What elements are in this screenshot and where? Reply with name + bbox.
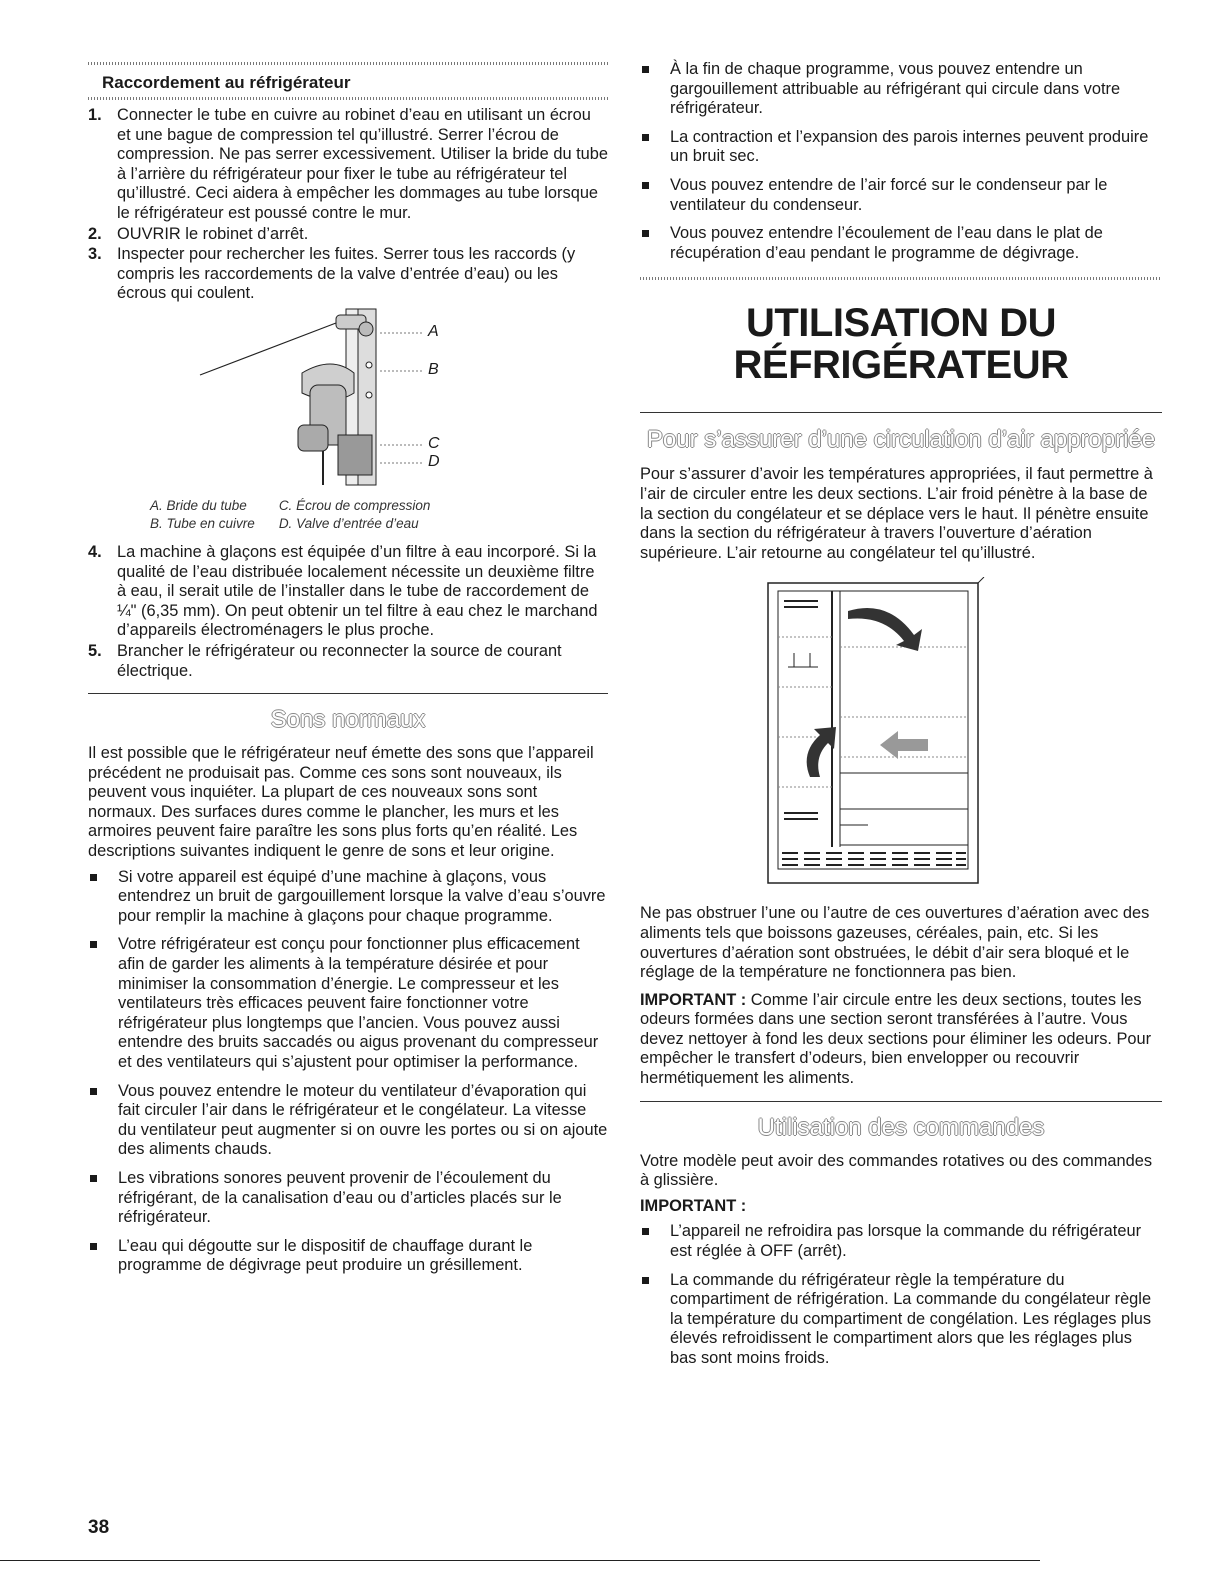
left-column xyxy=(88,62,608,1285)
list-item: L’appareil ne refroidira pas lorsque la commande du réfrigérateur est réglée à OFF (arrêt). xyxy=(640,1222,1162,1261)
top-bullets xyxy=(640,60,1162,263)
sons-title: Sons normaux xyxy=(270,706,426,734)
air-title: Pour s’assurer d’une circulation d’air appropriée xyxy=(646,426,1156,454)
caption-c: C. Écrou de compression xyxy=(278,497,431,513)
list-item: La contraction et l’expansion des parois internes peuvent produire un bruit sec. xyxy=(640,128,1162,167)
list-item: Si votre appareil est équipé d’une machine à glaçons, vous entendrez un bruit de gargouillement lorsque la valve d’eau s’ouvre pour remplir la machine à glaçons pour chaque programme. xyxy=(88,868,608,927)
sons-bullets xyxy=(88,868,608,1276)
caption-b: B. Tube en cuivre xyxy=(150,515,255,531)
section-divider xyxy=(88,693,608,694)
list-item: L’eau qui dégoutte sur le dispositif de chauffage durant le programme de dégivrage peut produire un grésillement. xyxy=(88,1237,608,1276)
dotted-rule xyxy=(88,62,608,65)
caption-d: D. Valve d’entrée d’eau xyxy=(278,515,419,531)
airflow-illustration xyxy=(758,577,986,887)
list-item: À la fin de chaque programme, vous pouvez entendre un gargouillement attribuable au réfrigérant qui circule dans votre réfrigérateur. xyxy=(640,60,1162,119)
important-paragraph: IMPORTANT : Comme l’air circule entre les deux sections, toutes les odeurs formées dans une section seront transférées à l’autre. Vous devez nettoyer à fond les deux sections pour éliminer les odeurs. Pour empêcher le transfert d’odeurs, bien envelopper ou recouvrir hermétiquement les aliments. xyxy=(640,990,1152,1088)
label-a: A xyxy=(428,322,439,340)
main-title: UTILISATION DU RÉFRIGÉRATEUR xyxy=(733,301,1069,388)
list-item: 1. Connecter le tube en cuivre au robinet d’eau en utilisant un écrou et une bague de compression tel qu’illustré. Serrer l’écrou de compression. Ne pas serrer excessivement. Utiliser la bride du tube à l’arrière du réfrigérateur pour fixer le tube au réfrigérateur tel qu’illustré. Ceci aidera à empêcher les dommages au tube lorsque le réfrigérateur est poussé contre le mur. xyxy=(88,106,609,222)
controls-bullets xyxy=(640,1222,1162,1368)
page-number: 38 xyxy=(88,1517,110,1538)
label-d: D xyxy=(428,452,440,470)
dotted-rule xyxy=(88,97,608,100)
list-item: 5. Brancher le réfrigérateur ou reconnecter la source de courant électrique. xyxy=(88,641,562,680)
air-intro: Pour s’assurer d’avoir les températures appropriées, il faut permettre à l’air de circuler entre les deux sections. L’air froid pénètre à la base de la section du congélateur et se déplace vers le haut. Il pénètre ensuite dans la section du réfrigérateur à travers l’ouverture d’aération supérieure. L’air retourne au congélateur tel qu’illustré. xyxy=(640,465,1153,562)
right-column xyxy=(640,60,1162,1378)
sons-intro: Il est possible que le réfrigérateur neuf émette des sons que l’appareil précédent ne produisait pas. Comme ces sons sont nouveaux, ils peuvent vous inquiéter. La plupart de ces nouveaux sons sont normaux. Des surfaces dures comme le plancher, les murs et les armoires peuvent faire paraître les sons plus forts qu’en réalité. Les descriptions suivantes indiquent le genre de sons et leur origine. xyxy=(88,744,594,861)
section-divider xyxy=(640,412,1162,413)
figure-captions xyxy=(150,497,608,533)
list-item: Les vibrations sonores peuvent provenir de l’écoulement du réfrigérant, de la canalisation d’eau ou d’articles placés sur le réfrigérateur. xyxy=(88,1169,608,1228)
steps-list-continued xyxy=(88,543,608,681)
valve-illustration xyxy=(88,305,608,497)
label-b: B xyxy=(428,360,439,378)
controls-intro: Votre modèle peut avoir des commandes rotatives ou des commandes à glissière. xyxy=(640,1151,1153,1190)
section-heading: Raccordement au réfrigérateur xyxy=(102,73,351,92)
list-item: Vous pouvez entendre le moteur du ventilateur d’évaporation qui fait circuler l’air dans le réfrigérateur et le congélateur. La vitesse du ventilateur peut augmenter si on ouvre les portes ou si on ajoute des aliments chauds. xyxy=(88,1082,608,1160)
list-item: Vous pouvez entendre l’écoulement de l’eau dans le plat de récupération d’eau pendant le programme de dégivrage. xyxy=(640,224,1162,263)
list-item: La commande du réfrigérateur règle la température du compartiment de réfrigération. La commande du congélateur règle la température du compartiment de congélation. Les réglages plus élevés refroidissent le compartiment alors que les réglages plus bas sont moins froids. xyxy=(640,1271,1162,1369)
fridge-airflow-diagram xyxy=(758,577,1162,892)
list-item: Vous pouvez entendre de l’air forcé sur le condenseur par le ventilateur du condenseur. xyxy=(640,176,1162,215)
controls-title: Utilisation des commandes xyxy=(757,1113,1045,1141)
list-item: Votre réfrigérateur est conçu pour fonctionner plus efficacement afin de garder les aliments à la température désirée et pour minimiser la consommation d’énergie. Le compresseur et les ventilateurs très efficaces peuvent faire fonctionner votre réfrigérateur plus longtemps que l’ancien. Vous pouvez aussi entendre des bruits saccadés ou aigus provenant du compresseur et des ventilateurs qui s’ajustent pour optimiser la performance. xyxy=(88,935,608,1072)
list-item: 3. Inspecter pour rechercher les fuites. Serrer tous les raccords (y compris les raccordements de la valve d’entrée d’eau) ou les écrous qui coulent. xyxy=(88,245,576,303)
air-paragraph-2: Ne pas obstruer l’une ou l’autre de ces ouvertures d’aération avec des aliments tels que boissons gazeuses, céréales, pain, etc. Si les ouvertures d’aération sont obstruées, le débit d’air sera bloqué et le réglage de la température ne fonctionnera pas bien. xyxy=(640,904,1150,982)
list-item: 4. La machine à glaçons est équipée d’un filtre à eau incorporé. Si la qualité de l’eau distribuée localement nécessite un deuxième filtre à eau, il serait utile de l’installer dans le tube de raccordement de ¼" (6,35 mm). On peut obtenir un tel filtre à eau chez le marchand d’appareils électroménagers le plus proche. xyxy=(88,542,598,640)
section-divider xyxy=(640,1101,1162,1102)
valve-diagram xyxy=(88,305,608,497)
important-label: IMPORTANT : xyxy=(640,1196,747,1215)
bottom-rule xyxy=(0,1560,1040,1561)
label-c: C xyxy=(428,434,440,452)
list-item: 2. OUVRIR le robinet d’arrêt. xyxy=(88,224,309,243)
steps-list xyxy=(88,106,608,304)
caption-a: A. Bride du tube xyxy=(150,497,247,513)
dotted-rule xyxy=(640,277,1162,280)
